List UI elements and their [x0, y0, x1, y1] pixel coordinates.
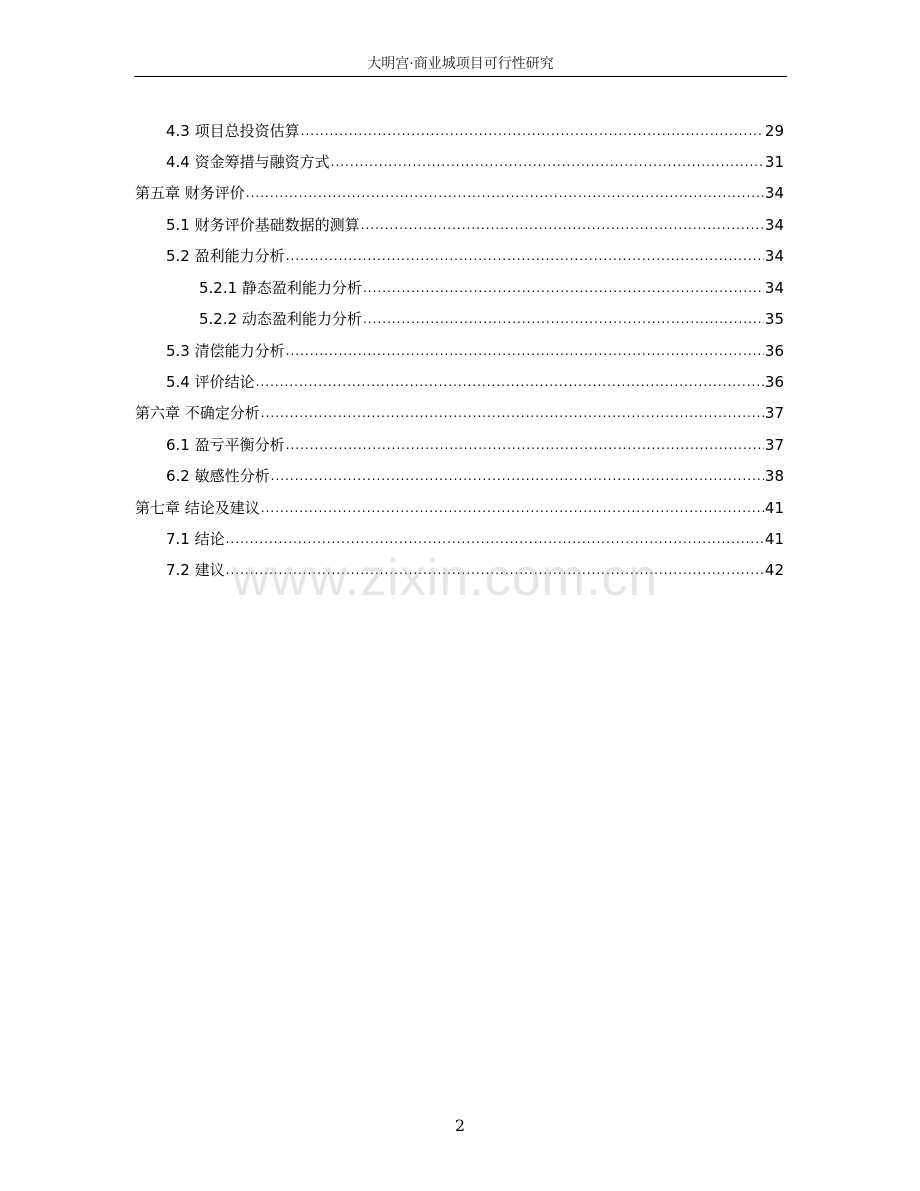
toc-leader-dots: [271, 468, 764, 484]
toc-entry-title: 5.4 评价结论: [166, 373, 255, 391]
toc-entry-title: 7.1 结论: [166, 530, 225, 548]
toc-entry[interactable]: [166, 361, 784, 392]
toc-page-number: 31: [764, 153, 784, 171]
watermark: www.zixin.com.cn: [232, 549, 659, 607]
toc-leader-dots: [363, 280, 764, 296]
toc-entry-title: 5.1 财务评价基础数据的测算: [166, 216, 360, 234]
toc-entry-title: 4.3 项目总投资估算: [166, 122, 300, 140]
toc-page-number: 41: [764, 499, 784, 517]
toc-leader-dots: [286, 437, 764, 453]
toc-leader-dots: [226, 531, 764, 547]
toc-page-number: 34: [764, 279, 784, 297]
toc-leader-dots: [261, 405, 764, 421]
toc-page-number: 34: [764, 184, 784, 202]
toc-page-number: 38: [764, 467, 784, 485]
toc-page-number: 37: [764, 436, 784, 454]
toc-page-number: 36: [764, 373, 784, 391]
toc-entry-title: 6.1 盈亏平衡分析: [166, 436, 285, 454]
toc-leader-dots: [331, 154, 764, 170]
toc-entry-title: 5.2.2 动态盈利能力分析: [199, 310, 362, 328]
toc-entry[interactable]: [135, 172, 784, 203]
toc-entry[interactable]: [166, 330, 784, 361]
toc-page-number: 36: [764, 342, 784, 360]
toc-entry[interactable]: [199, 267, 784, 298]
toc-entry[interactable]: [199, 298, 784, 329]
toc-entry-title: 5.2.1 静态盈利能力分析: [199, 279, 362, 297]
toc-leader-dots: [286, 343, 764, 359]
running-header: 大明宫·商业城项目可行性研究: [367, 56, 554, 72]
toc-leader-dots: [261, 500, 764, 516]
toc-entry[interactable]: [166, 141, 784, 172]
header-rule: [134, 76, 787, 77]
toc-entry[interactable]: [135, 487, 784, 518]
toc-entry-title: 第六章 不确定分析: [135, 404, 260, 422]
toc-entry-title: 4.4 资金筹措与融资方式: [166, 153, 330, 171]
toc-page-number: 37: [764, 404, 784, 422]
toc-entry-title: 5.3 清偿能力分析: [166, 342, 285, 360]
toc-leader-dots: [286, 248, 764, 264]
toc-entry[interactable]: [166, 235, 784, 266]
toc-page-number: 29: [764, 122, 784, 140]
toc-entry-title: 6.2 敏感性分析: [166, 467, 270, 485]
page-number: 2: [454, 1116, 466, 1135]
toc-page-number: 35: [764, 310, 784, 328]
toc-entry-title: 7.2 建议: [166, 561, 225, 579]
toc-leader-dots: [256, 374, 764, 390]
toc-leader-dots: [246, 185, 764, 201]
toc-leader-dots: [363, 311, 764, 327]
toc-page-number: 34: [764, 247, 784, 265]
toc-entry-title: 第七章 结论及建议: [135, 499, 260, 517]
toc-leader-dots: [301, 123, 764, 139]
toc-page-number: 34: [764, 216, 784, 234]
toc-entry[interactable]: [135, 392, 784, 423]
toc-entry[interactable]: [166, 204, 784, 235]
toc-entry[interactable]: [166, 110, 784, 141]
toc-page-number: 41: [764, 530, 784, 548]
toc-entry-title: 第五章 财务评价: [135, 184, 245, 202]
toc-leader-dots: [361, 217, 764, 233]
toc-entry[interactable]: [166, 424, 784, 455]
toc-entry-title: 5.2 盈利能力分析: [166, 247, 285, 265]
toc-entry[interactable]: [166, 455, 784, 486]
toc-page-number: 42: [764, 561, 784, 579]
toc-entry[interactable]: [166, 518, 784, 549]
